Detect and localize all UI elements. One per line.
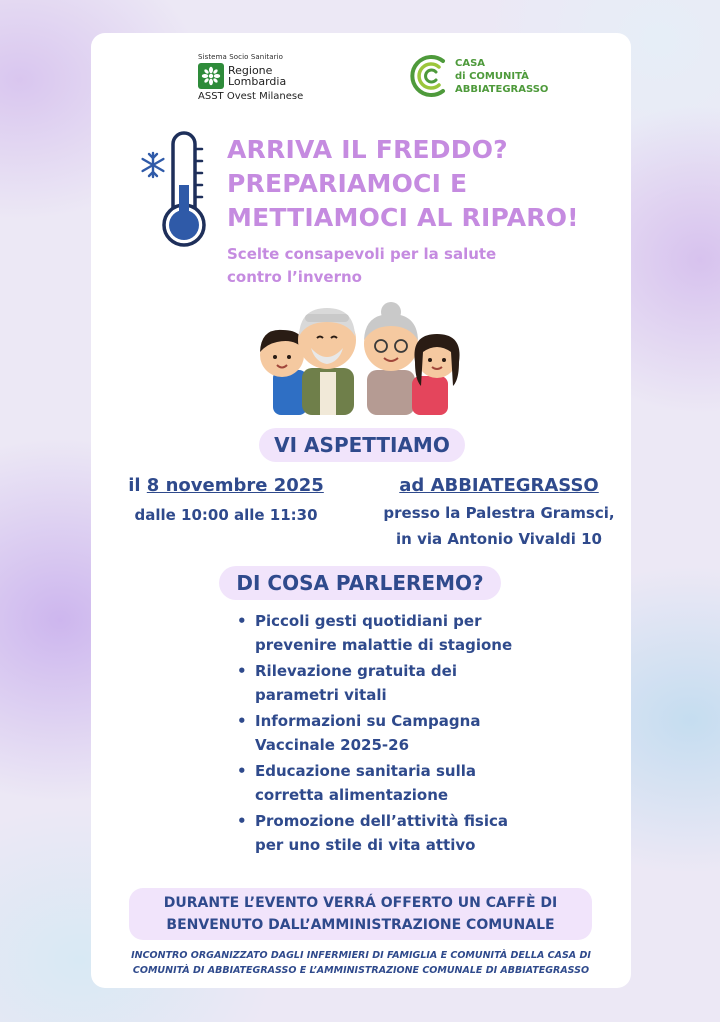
coffee-line1: DURANTE L’EVENTO VERRÁ OFFERTO UN CAFFÈ DI bbox=[163, 895, 558, 911]
coffee-line2: BENVENUTO DALL’AMMINISTRAZIONE COMUNALE bbox=[166, 917, 555, 933]
list-item: • Rilevazione gratuita dei parametri vitali bbox=[235, 659, 535, 707]
casa-line3: ABBIATEGRASSO bbox=[455, 83, 549, 95]
event-where bbox=[379, 473, 619, 551]
list-item: • Promozione dell’attività fisica per uno stile di vita attivo bbox=[235, 809, 535, 857]
asst-label: ASST Ovest Milanese bbox=[198, 91, 304, 102]
list-item: • Informazioni su Campagna Vaccinale 2025-26 bbox=[235, 709, 535, 757]
organizer-footer bbox=[105, 948, 617, 978]
flyer-card bbox=[91, 33, 631, 988]
list-item: • Educazione sanitaria sulla corretta alimentazione bbox=[235, 759, 535, 807]
headline-line3: METTIAMOCI AL RIPARO! bbox=[227, 203, 579, 232]
family-illustration bbox=[247, 300, 472, 419]
headline-line1: ARRIVA IL FREDDO? bbox=[227, 135, 508, 164]
event-address: in via Antonio Vivaldi 10 bbox=[396, 530, 602, 548]
footer-line1: INCONTRO ORGANIZZATO DAGLI INFERMIERI DI FAMIGLIA E COMUNITÀ DELLA CASA DI bbox=[131, 950, 591, 961]
logo-name-line1: Regione bbox=[228, 64, 273, 77]
list-item: • Piccoli gesti quotidiani per prevenire malattie di stagione bbox=[235, 609, 535, 657]
headline bbox=[227, 133, 607, 235]
snowflake-icon bbox=[143, 153, 164, 177]
invite-pill: VI ASPETTIAMO bbox=[259, 428, 465, 462]
subtitle bbox=[227, 243, 547, 289]
topics-list bbox=[235, 609, 535, 859]
casa-di-comunita-logo-icon bbox=[409, 53, 449, 99]
footer-line2: COMUNITÀ DI ABBIATEGRASSO E L’AMMINISTRAZIONE COMUNALE DI ABBIATEGRASSO bbox=[132, 965, 590, 976]
event-city: ad ABBIATEGRASSO bbox=[399, 475, 599, 496]
cold-illustration bbox=[135, 131, 215, 255]
headline-line2: PREPARIAMOCI E bbox=[227, 169, 468, 198]
subtitle-line2: contro l’inverno bbox=[227, 268, 362, 286]
event-date: 8 novembre 2025 bbox=[146, 475, 324, 496]
date-prefix: il bbox=[128, 475, 147, 496]
subtitle-line1: Scelte consapevoli per la salute bbox=[227, 245, 497, 263]
coffee-banner bbox=[129, 888, 592, 940]
casa-line2: di COMUNITÀ bbox=[455, 70, 529, 82]
event-venue: presso la Palestra Gramsci, bbox=[383, 504, 615, 522]
regione-lombardia-logo-icon bbox=[198, 63, 224, 89]
event-when bbox=[111, 473, 341, 527]
casa-line1: CASA bbox=[455, 57, 486, 69]
casa-di-comunita-logo bbox=[409, 53, 548, 99]
thermometer-icon bbox=[164, 133, 204, 245]
topics-title-pill: DI COSA PARLEREMO? bbox=[219, 566, 501, 600]
event-date-line bbox=[111, 473, 341, 499]
logo-small-label: Sistema Socio Sanitario bbox=[198, 53, 284, 61]
regione-lombardia-logo bbox=[198, 53, 328, 102]
event-time: dalle 10:00 alle 11:30 bbox=[134, 506, 318, 524]
logo-name-line2: Lombardia bbox=[228, 75, 287, 88]
